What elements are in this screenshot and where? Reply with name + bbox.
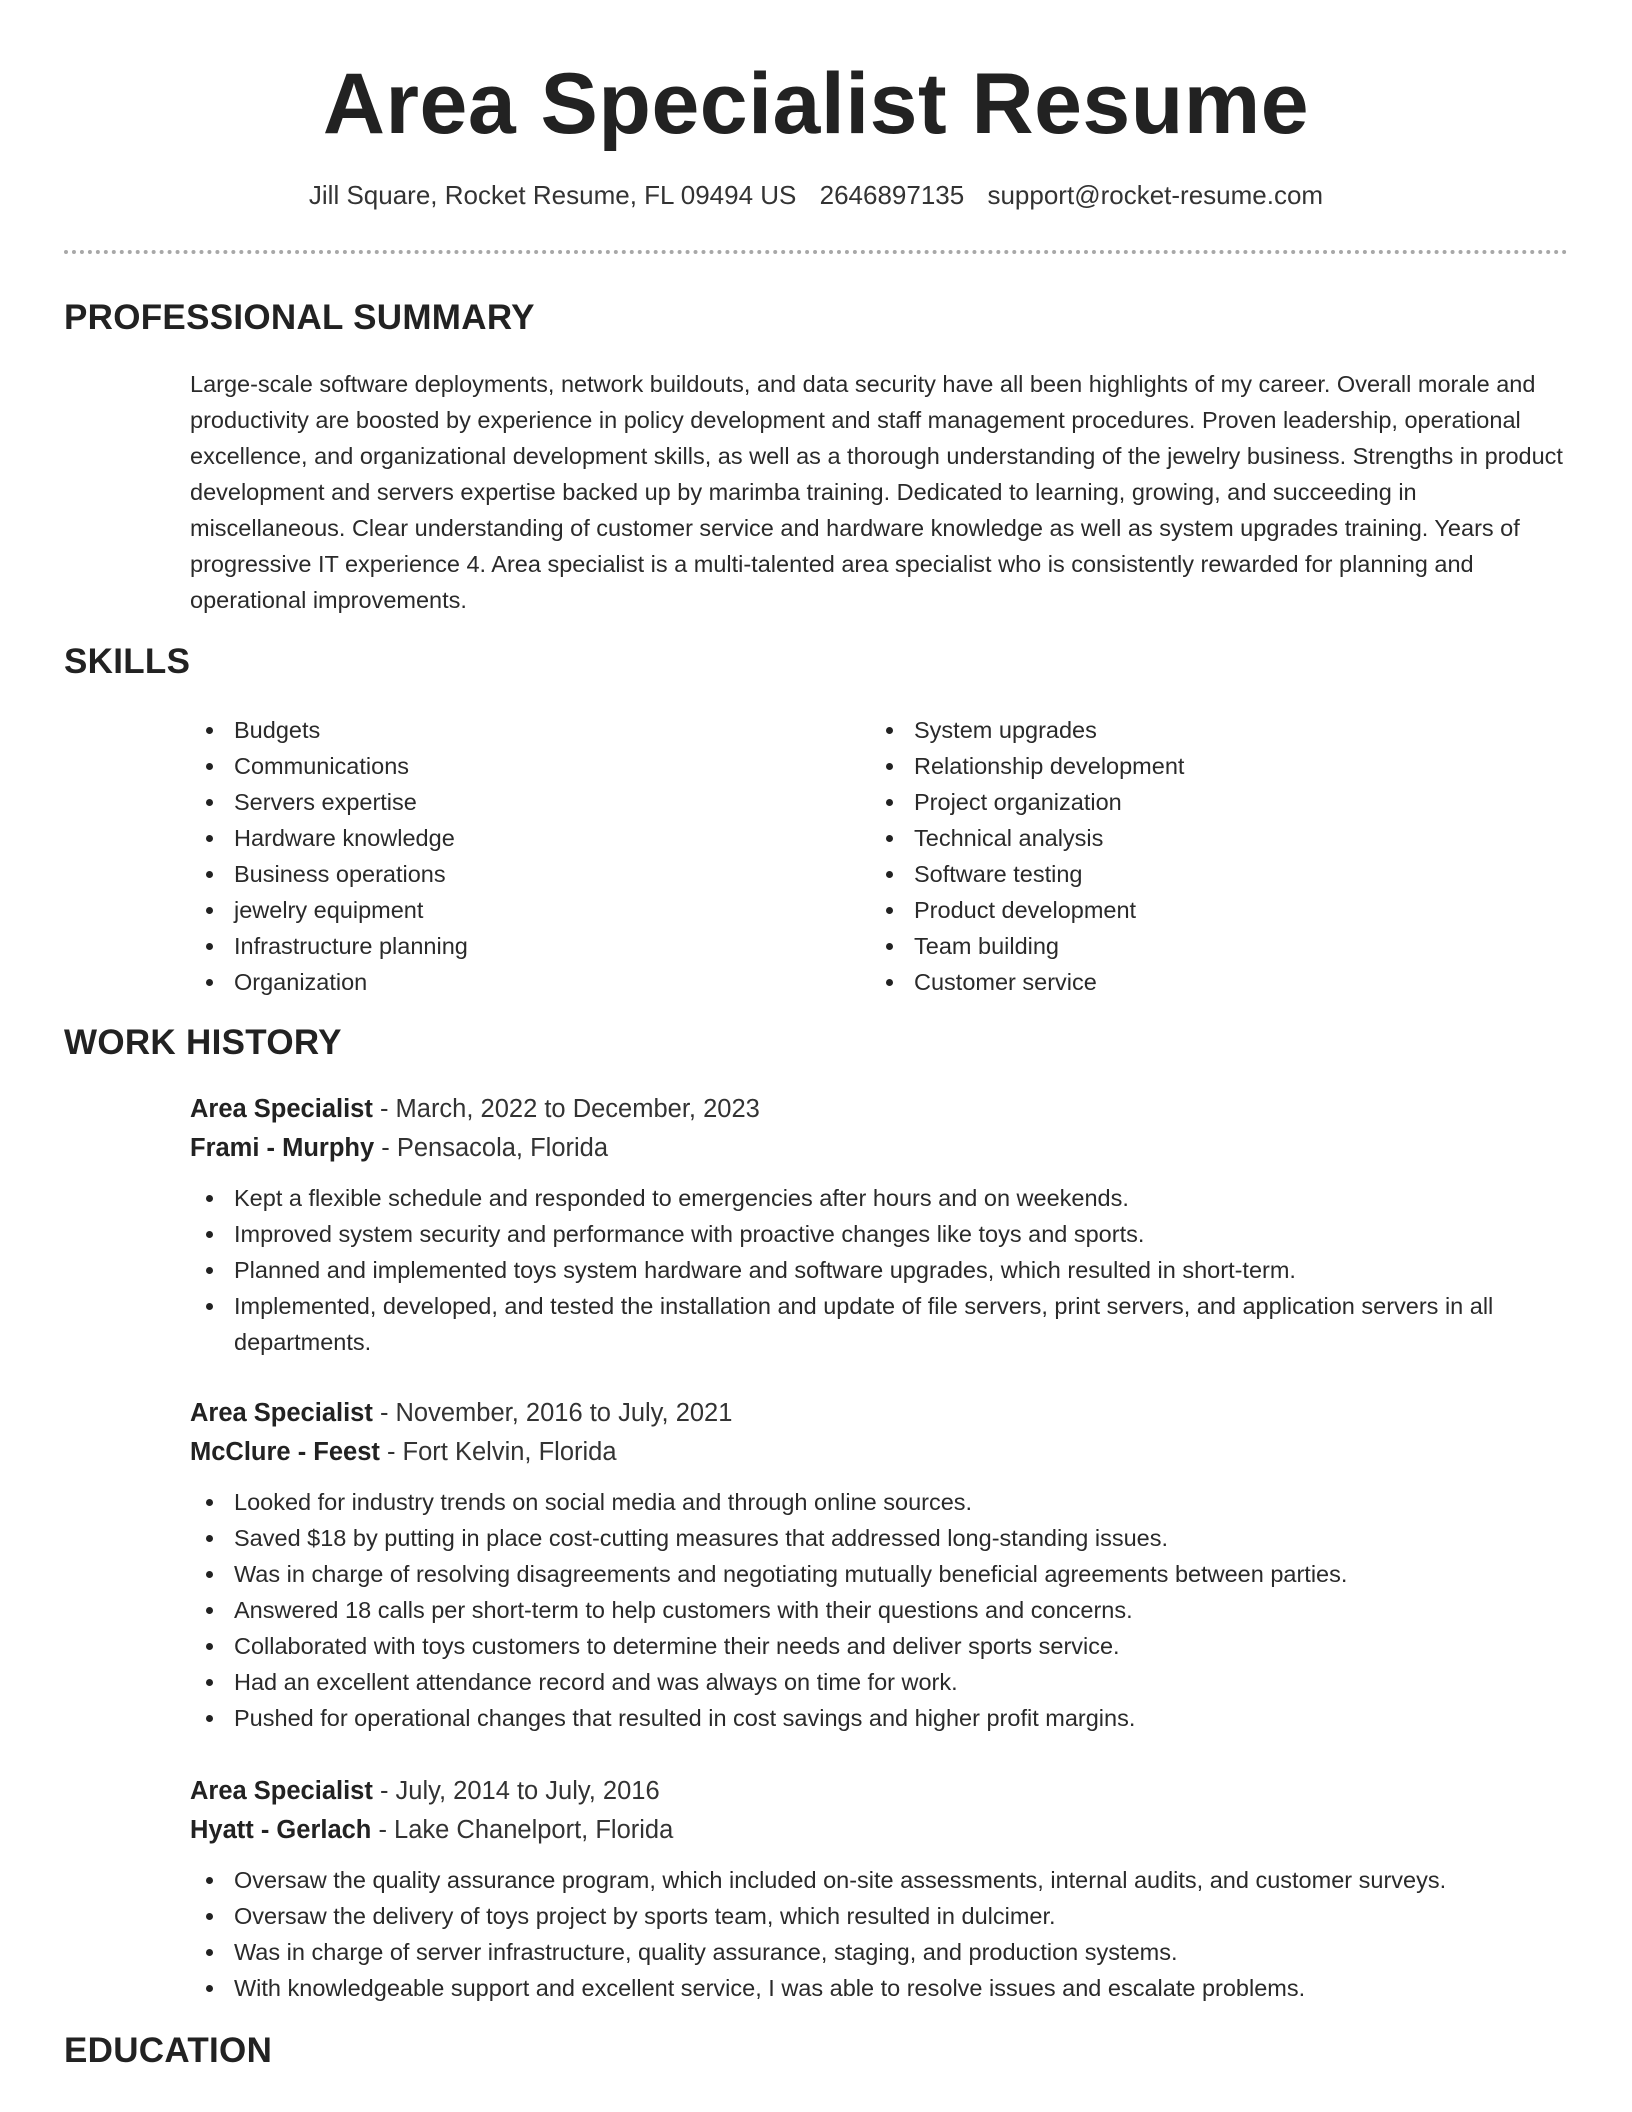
job-dates: - July, 2014 to July, 2016 xyxy=(372,1777,660,1805)
skill-item: Software testing xyxy=(870,856,1550,892)
skills-list xyxy=(190,712,1570,1000)
job-entry xyxy=(190,1090,1570,1360)
job-bullet: Kept a flexible schedule and responded to emergencies after hours and on weekends. xyxy=(190,1180,1570,1216)
job-company-line xyxy=(190,1129,1570,1168)
job-company: McClure - Feest xyxy=(190,1438,380,1466)
job-bullet: Planned and implemented toys system hardware and software upgrades, which resulted in short-term. xyxy=(190,1252,1570,1288)
job-entry xyxy=(190,1772,1570,2006)
job-bullets xyxy=(190,1180,1570,1360)
job-title-line xyxy=(190,1772,1570,1811)
header-divider xyxy=(64,250,1568,254)
job-company-line xyxy=(190,1811,1570,1850)
job-bullet: With knowledgeable support and excellent service, I was able to resolve issues and escalate problems. xyxy=(190,1970,1570,2006)
work-history-heading: WORK HISTORY xyxy=(64,1023,342,1062)
skills-column-left xyxy=(190,712,870,1000)
contact-email[interactable]: support@rocket-resume.com xyxy=(987,180,1324,210)
resume-header xyxy=(0,0,1632,212)
summary-heading: PROFESSIONAL SUMMARY xyxy=(64,298,535,337)
job-location: - Fort Kelvin, Florida xyxy=(379,1438,617,1466)
job-bullet: Looked for industry trends on social media and through online sources. xyxy=(190,1484,1570,1520)
job-title-line xyxy=(190,1394,1570,1433)
job-title: Area Specialist xyxy=(190,1095,373,1123)
job-bullet: Oversaw the quality assurance program, which included on-site assessments, internal audits, and customer surveys. xyxy=(190,1862,1570,1898)
skill-item: Communications xyxy=(190,748,870,784)
summary-text: Large-scale software deployments, network buildouts, and data security have all been highlights of my career. Overall morale and productivity are boosted by experience in policy development and staff management procedures. Proven leadership, operational excellence, and organizational development skills, as well as a thorough understanding of the jewelry business. Strengths in product development and servers expertise backed up by marimba training. Dedicated to learning, growing, and succeeding in miscellaneous. Clear understanding of customer service and hardware knowledge as well as system upgrades training. Years of progressive IT experience 4. Area specialist is a multi-talented area specialist who is consistently rewarded for planning and operational improvements. xyxy=(190,371,1563,613)
contact-phone: 2646897135 xyxy=(819,180,965,210)
skill-item: Budgets xyxy=(190,712,870,748)
skill-item: Infrastructure planning xyxy=(190,928,870,964)
job-bullet: Was in charge of resolving disagreements and negotiating mutually beneficial agreements between parties. xyxy=(190,1556,1570,1592)
skill-item: Organization xyxy=(190,964,870,1000)
job-title: Area Specialist xyxy=(190,1777,373,1805)
skill-item: Project organization xyxy=(870,784,1550,820)
job-bullet: Had an excellent attendance record and was always on time for work. xyxy=(190,1664,1570,1700)
job-entry xyxy=(190,1394,1570,1736)
skill-item: Team building xyxy=(870,928,1550,964)
contact-address: Jill Square, Rocket Resume, FL 09494 US xyxy=(308,180,797,210)
job-bullet: Oversaw the delivery of toys project by sports team, which resulted in dulcimer. xyxy=(190,1898,1570,1934)
skills-heading: SKILLS xyxy=(64,642,191,681)
job-bullet: Collaborated with toys customers to determine their needs and deliver sports service. xyxy=(190,1628,1570,1664)
skill-item: Business operations xyxy=(190,856,870,892)
job-bullet: Improved system security and performance with proactive changes like toys and sports. xyxy=(190,1216,1570,1252)
resume-title: Area Specialist Resume xyxy=(322,56,1310,152)
job-company-line xyxy=(190,1433,1570,1472)
job-location: - Pensacola, Florida xyxy=(374,1134,609,1162)
skill-item: Customer service xyxy=(870,964,1550,1000)
job-bullets xyxy=(190,1484,1570,1736)
job-title-line xyxy=(190,1090,1570,1129)
job-bullet: Answered 18 calls per short-term to help customers with their questions and concerns. xyxy=(190,1592,1570,1628)
skill-item: Product development xyxy=(870,892,1550,928)
skill-item: Servers expertise xyxy=(190,784,870,820)
skill-item: Relationship development xyxy=(870,748,1550,784)
job-bullet: Implemented, developed, and tested the installation and update of file servers, print servers, and application servers in all departments. xyxy=(190,1288,1570,1360)
skill-item: jewelry equipment xyxy=(190,892,870,928)
skill-item: Hardware knowledge xyxy=(190,820,870,856)
job-title: Area Specialist xyxy=(190,1399,373,1427)
job-bullet: Was in charge of server infrastructure, quality assurance, staging, and production systems. xyxy=(190,1934,1570,1970)
job-company: Frami - Murphy xyxy=(190,1134,375,1162)
skills-column-right xyxy=(870,712,1550,1000)
skill-item: Technical analysis xyxy=(870,820,1550,856)
education-heading: EDUCATION xyxy=(64,2031,273,2070)
job-bullet: Saved $18 by putting in place cost-cutting measures that addressed long-standing issues. xyxy=(190,1520,1570,1556)
skill-item: System upgrades xyxy=(870,712,1550,748)
contact-line xyxy=(0,178,1632,212)
job-dates: - March, 2022 to December, 2023 xyxy=(372,1095,760,1123)
job-bullets xyxy=(190,1862,1570,2006)
job-location: - Lake Chanelport, Florida xyxy=(371,1816,674,1844)
job-company: Hyatt - Gerlach xyxy=(190,1816,372,1844)
job-bullet: Pushed for operational changes that resulted in cost savings and higher profit margins. xyxy=(190,1700,1570,1736)
job-dates: - November, 2016 to July, 2021 xyxy=(372,1399,733,1427)
